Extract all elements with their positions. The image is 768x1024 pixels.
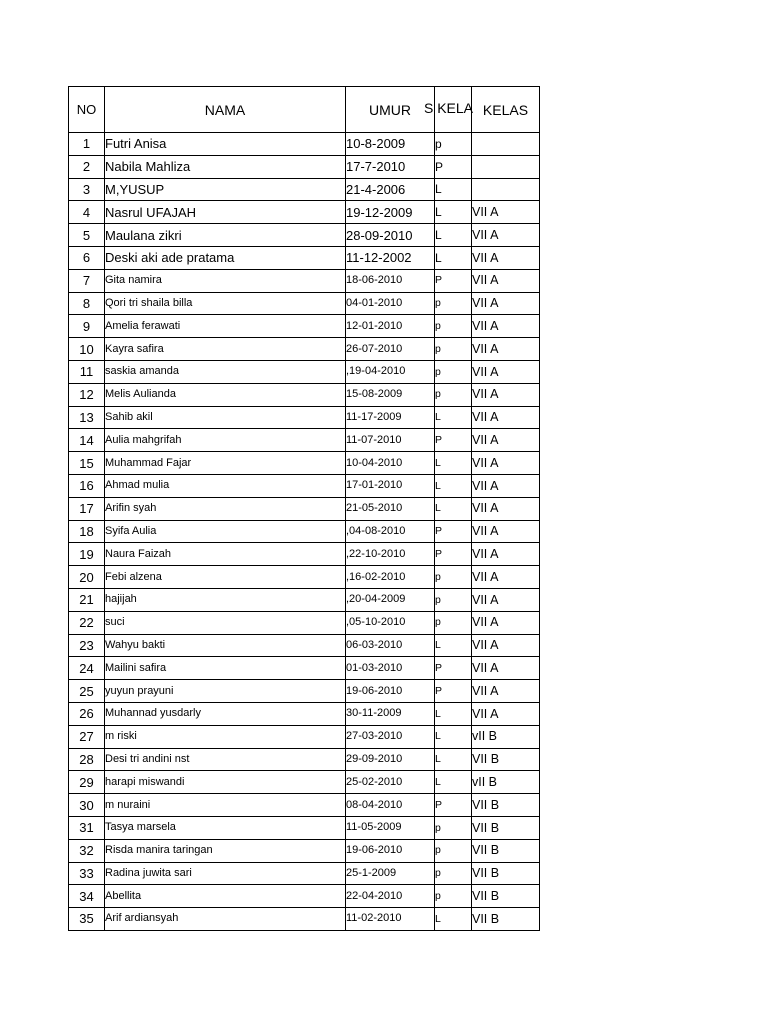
cell-no: 23: [69, 634, 105, 657]
table-row: [69, 771, 540, 794]
cell-umur: 17-01-2010: [346, 474, 435, 497]
cell-jenis-kelamin: P: [435, 155, 472, 178]
cell-no: 32: [69, 839, 105, 862]
cell-umur: 10-8-2009: [346, 133, 435, 156]
cell-umur: 28-09-2010: [346, 224, 435, 247]
cell-kelas: VII A: [472, 543, 540, 566]
cell-nama: M,YUSUP: [105, 178, 346, 201]
cell-jenis-kelamin: P: [435, 269, 472, 292]
cell-jenis-kelamin: L: [435, 771, 472, 794]
cell-jenis-kelamin: p: [435, 338, 472, 361]
cell-nama: Kayra safira: [105, 338, 346, 361]
cell-nama: yuyun prayuni: [105, 680, 346, 703]
table-row: [69, 839, 540, 862]
cell-kelas: VII A: [472, 588, 540, 611]
table-row: [69, 611, 540, 634]
cell-no: 4: [69, 201, 105, 224]
cell-nama: Arif ardiansyah: [105, 908, 346, 931]
cell-umur: 11-12-2002: [346, 246, 435, 269]
cell-no: 25: [69, 680, 105, 703]
table-row: [69, 634, 540, 657]
header-jenis-kelamin-label: S KELA: [423, 100, 473, 116]
cell-kelas: [472, 155, 540, 178]
cell-jenis-kelamin: P: [435, 680, 472, 703]
cell-jenis-kelamin: P: [435, 429, 472, 452]
table-row: [69, 862, 540, 885]
cell-nama: m nuraini: [105, 794, 346, 817]
cell-nama: Futri Anisa: [105, 133, 346, 156]
table-row: [69, 224, 540, 247]
cell-no: 21: [69, 588, 105, 611]
cell-no: 12: [69, 383, 105, 406]
cell-kelas: VII B: [472, 839, 540, 862]
cell-kelas: VII A: [472, 520, 540, 543]
cell-nama: Melis Aulianda: [105, 383, 346, 406]
cell-kelas: VII A: [472, 702, 540, 725]
table-row: [69, 520, 540, 543]
cell-umur: 15-08-2009: [346, 383, 435, 406]
cell-jenis-kelamin: p: [435, 383, 472, 406]
cell-no: 9: [69, 315, 105, 338]
cell-nama: suci: [105, 611, 346, 634]
cell-jenis-kelamin: L: [435, 634, 472, 657]
cell-no: 24: [69, 657, 105, 680]
cell-nama: Ahmad mulia: [105, 474, 346, 497]
cell-no: 33: [69, 862, 105, 885]
cell-kelas: VII B: [472, 862, 540, 885]
cell-nama: Risda manira taringan: [105, 839, 346, 862]
cell-no: 18: [69, 520, 105, 543]
cell-nama: Arifin syah: [105, 497, 346, 520]
cell-jenis-kelamin: p: [435, 588, 472, 611]
cell-no: 11: [69, 360, 105, 383]
table-row: [69, 566, 540, 589]
cell-jenis-kelamin: p: [435, 315, 472, 338]
cell-umur: 11-07-2010: [346, 429, 435, 452]
cell-no: 35: [69, 908, 105, 931]
cell-no: 28: [69, 748, 105, 771]
cell-jenis-kelamin: p: [435, 133, 472, 156]
cell-no: 22: [69, 611, 105, 634]
cell-umur: 21-05-2010: [346, 497, 435, 520]
table-row: [69, 133, 540, 156]
table-row: [69, 315, 540, 338]
table-row: [69, 429, 540, 452]
cell-umur: 11-02-2010: [346, 908, 435, 931]
cell-umur: 30-11-2009: [346, 702, 435, 725]
cell-jenis-kelamin: P: [435, 657, 472, 680]
cell-jenis-kelamin: p: [435, 862, 472, 885]
cell-kelas: VII A: [472, 452, 540, 475]
table-row: [69, 155, 540, 178]
cell-kelas: VII A: [472, 292, 540, 315]
cell-no: 27: [69, 725, 105, 748]
cell-nama: Nabila Mahliza: [105, 155, 346, 178]
cell-nama: Aulia mahgrifah: [105, 429, 346, 452]
table-row: [69, 816, 540, 839]
cell-kelas: VII B: [472, 794, 540, 817]
cell-kelas: VII A: [472, 246, 540, 269]
cell-nama: Syifa Aulia: [105, 520, 346, 543]
cell-nama: Mailini safira: [105, 657, 346, 680]
cell-jenis-kelamin: P: [435, 794, 472, 817]
cell-jenis-kelamin: P: [435, 543, 472, 566]
cell-no: 2: [69, 155, 105, 178]
cell-kelas: VII A: [472, 474, 540, 497]
cell-jenis-kelamin: p: [435, 566, 472, 589]
cell-kelas: VII A: [472, 315, 540, 338]
cell-kelas: VII A: [472, 383, 540, 406]
cell-kelas: VII A: [472, 269, 540, 292]
cell-jenis-kelamin: p: [435, 885, 472, 908]
cell-no: 1: [69, 133, 105, 156]
cell-nama: Amelia ferawati: [105, 315, 346, 338]
cell-umur: 08-04-2010: [346, 794, 435, 817]
table-row: [69, 748, 540, 771]
cell-jenis-kelamin: L: [435, 725, 472, 748]
table-row: [69, 908, 540, 931]
cell-kelas: VII A: [472, 201, 540, 224]
header-no: NO: [69, 87, 105, 133]
cell-umur: ,16-02-2010: [346, 566, 435, 589]
cell-no: 19: [69, 543, 105, 566]
header-nama: NAMA: [105, 87, 346, 133]
table-row: [69, 794, 540, 817]
cell-kelas: VII B: [472, 748, 540, 771]
cell-no: 31: [69, 816, 105, 839]
cell-nama: Deski aki ade pratama: [105, 246, 346, 269]
cell-nama: Abellita: [105, 885, 346, 908]
cell-umur: 29-09-2010: [346, 748, 435, 771]
cell-kelas: vII B: [472, 725, 540, 748]
header-kelas: KELAS: [472, 87, 540, 133]
table-row: [69, 725, 540, 748]
cell-umur: 11-17-2009: [346, 406, 435, 429]
header-umur: UMUR: [346, 87, 435, 133]
cell-umur: 10-04-2010: [346, 452, 435, 475]
table-row: [69, 178, 540, 201]
cell-jenis-kelamin: L: [435, 406, 472, 429]
cell-kelas: VII A: [472, 611, 540, 634]
cell-umur: ,05-10-2010: [346, 611, 435, 634]
cell-umur: 12-01-2010: [346, 315, 435, 338]
table-row: [69, 885, 540, 908]
table-row: [69, 543, 540, 566]
cell-jenis-kelamin: p: [435, 611, 472, 634]
cell-nama: Naura Faizah: [105, 543, 346, 566]
cell-kelas: [472, 178, 540, 201]
cell-no: 15: [69, 452, 105, 475]
cell-umur: 19-06-2010: [346, 839, 435, 862]
table-row: [69, 383, 540, 406]
cell-nama: Sahib akil: [105, 406, 346, 429]
cell-jenis-kelamin: p: [435, 360, 472, 383]
cell-umur: 06-03-2010: [346, 634, 435, 657]
cell-jenis-kelamin: L: [435, 178, 472, 201]
cell-nama: Muhammad Fajar: [105, 452, 346, 475]
cell-kelas: VII A: [472, 429, 540, 452]
cell-no: 34: [69, 885, 105, 908]
cell-no: 8: [69, 292, 105, 315]
cell-jenis-kelamin: p: [435, 816, 472, 839]
cell-no: 13: [69, 406, 105, 429]
cell-jenis-kelamin: L: [435, 452, 472, 475]
cell-jenis-kelamin: L: [435, 702, 472, 725]
cell-umur: ,19-04-2010: [346, 360, 435, 383]
cell-nama: hajijah: [105, 588, 346, 611]
cell-nama: Febi alzena: [105, 566, 346, 589]
cell-jenis-kelamin: L: [435, 748, 472, 771]
cell-kelas: VII A: [472, 634, 540, 657]
cell-no: 30: [69, 794, 105, 817]
cell-no: 7: [69, 269, 105, 292]
cell-umur: 01-03-2010: [346, 657, 435, 680]
cell-nama: harapi miswandi: [105, 771, 346, 794]
table-row: [69, 338, 540, 361]
cell-kelas: VII A: [472, 224, 540, 247]
table-row: [69, 680, 540, 703]
cell-umur: 04-01-2010: [346, 292, 435, 315]
cell-nama: Muhannad yusdarly: [105, 702, 346, 725]
cell-kelas: VII B: [472, 885, 540, 908]
cell-no: 3: [69, 178, 105, 201]
table-row: [69, 406, 540, 429]
table-row: [69, 497, 540, 520]
cell-jenis-kelamin: L: [435, 246, 472, 269]
student-table: [68, 86, 540, 931]
cell-umur: ,20-04-2009: [346, 588, 435, 611]
table-row: [69, 657, 540, 680]
cell-kelas: VII A: [472, 497, 540, 520]
table-row: [69, 360, 540, 383]
table-body: [69, 133, 540, 931]
cell-nama: Maulana zikri: [105, 224, 346, 247]
cell-nama: Tasya marsela: [105, 816, 346, 839]
cell-no: 5: [69, 224, 105, 247]
cell-no: 26: [69, 702, 105, 725]
cell-kelas: VII A: [472, 657, 540, 680]
table-row: [69, 452, 540, 475]
cell-umur: 26-07-2010: [346, 338, 435, 361]
header-row: [69, 87, 540, 133]
cell-no: 20: [69, 566, 105, 589]
header-jenis-kelamin: [423, 87, 473, 133]
cell-umur: 21-4-2006: [346, 178, 435, 201]
cell-nama: Qori tri shaila billa: [105, 292, 346, 315]
cell-kelas: VII A: [472, 338, 540, 361]
cell-nama: Gita namira: [105, 269, 346, 292]
table-row: [69, 269, 540, 292]
cell-nama: m riski: [105, 725, 346, 748]
cell-nama: Nasrul UFAJAH: [105, 201, 346, 224]
cell-kelas: [472, 133, 540, 156]
cell-jenis-kelamin: L: [435, 497, 472, 520]
cell-jenis-kelamin: L: [435, 474, 472, 497]
cell-kelas: VII A: [472, 680, 540, 703]
cell-no: 10: [69, 338, 105, 361]
cell-umur: 22-04-2010: [346, 885, 435, 908]
cell-nama: Desi tri andini nst: [105, 748, 346, 771]
cell-kelas: VII B: [472, 816, 540, 839]
cell-umur: 18-06-2010: [346, 269, 435, 292]
cell-no: 14: [69, 429, 105, 452]
cell-no: 6: [69, 246, 105, 269]
cell-jenis-kelamin: p: [435, 292, 472, 315]
cell-nama: saskia amanda: [105, 360, 346, 383]
cell-umur: 19-12-2009: [346, 201, 435, 224]
cell-no: 29: [69, 771, 105, 794]
cell-kelas: VII A: [472, 406, 540, 429]
cell-umur: 27-03-2010: [346, 725, 435, 748]
cell-umur: ,04-08-2010: [346, 520, 435, 543]
cell-jenis-kelamin: L: [435, 908, 472, 931]
table-row: [69, 246, 540, 269]
cell-umur: 25-02-2010: [346, 771, 435, 794]
cell-umur: 17-7-2010: [346, 155, 435, 178]
cell-umur: 11-05-2009: [346, 816, 435, 839]
cell-kelas: VII A: [472, 566, 540, 589]
cell-nama: Radina juwita sari: [105, 862, 346, 885]
cell-no: 16: [69, 474, 105, 497]
table-row: [69, 588, 540, 611]
cell-nama: Wahyu bakti: [105, 634, 346, 657]
cell-umur: ,22-10-2010: [346, 543, 435, 566]
table-row: [69, 474, 540, 497]
cell-jenis-kelamin: p: [435, 839, 472, 862]
cell-kelas: vII B: [472, 771, 540, 794]
cell-jenis-kelamin: L: [435, 201, 472, 224]
cell-jenis-kelamin: L: [435, 224, 472, 247]
table-row: [69, 702, 540, 725]
table-row: [69, 292, 540, 315]
cell-kelas: VII A: [472, 360, 540, 383]
cell-kelas: VII B: [472, 908, 540, 931]
table-row: [69, 201, 540, 224]
cell-umur: 25-1-2009: [346, 862, 435, 885]
cell-no: 17: [69, 497, 105, 520]
cell-umur: 19-06-2010: [346, 680, 435, 703]
cell-jenis-kelamin: P: [435, 520, 472, 543]
